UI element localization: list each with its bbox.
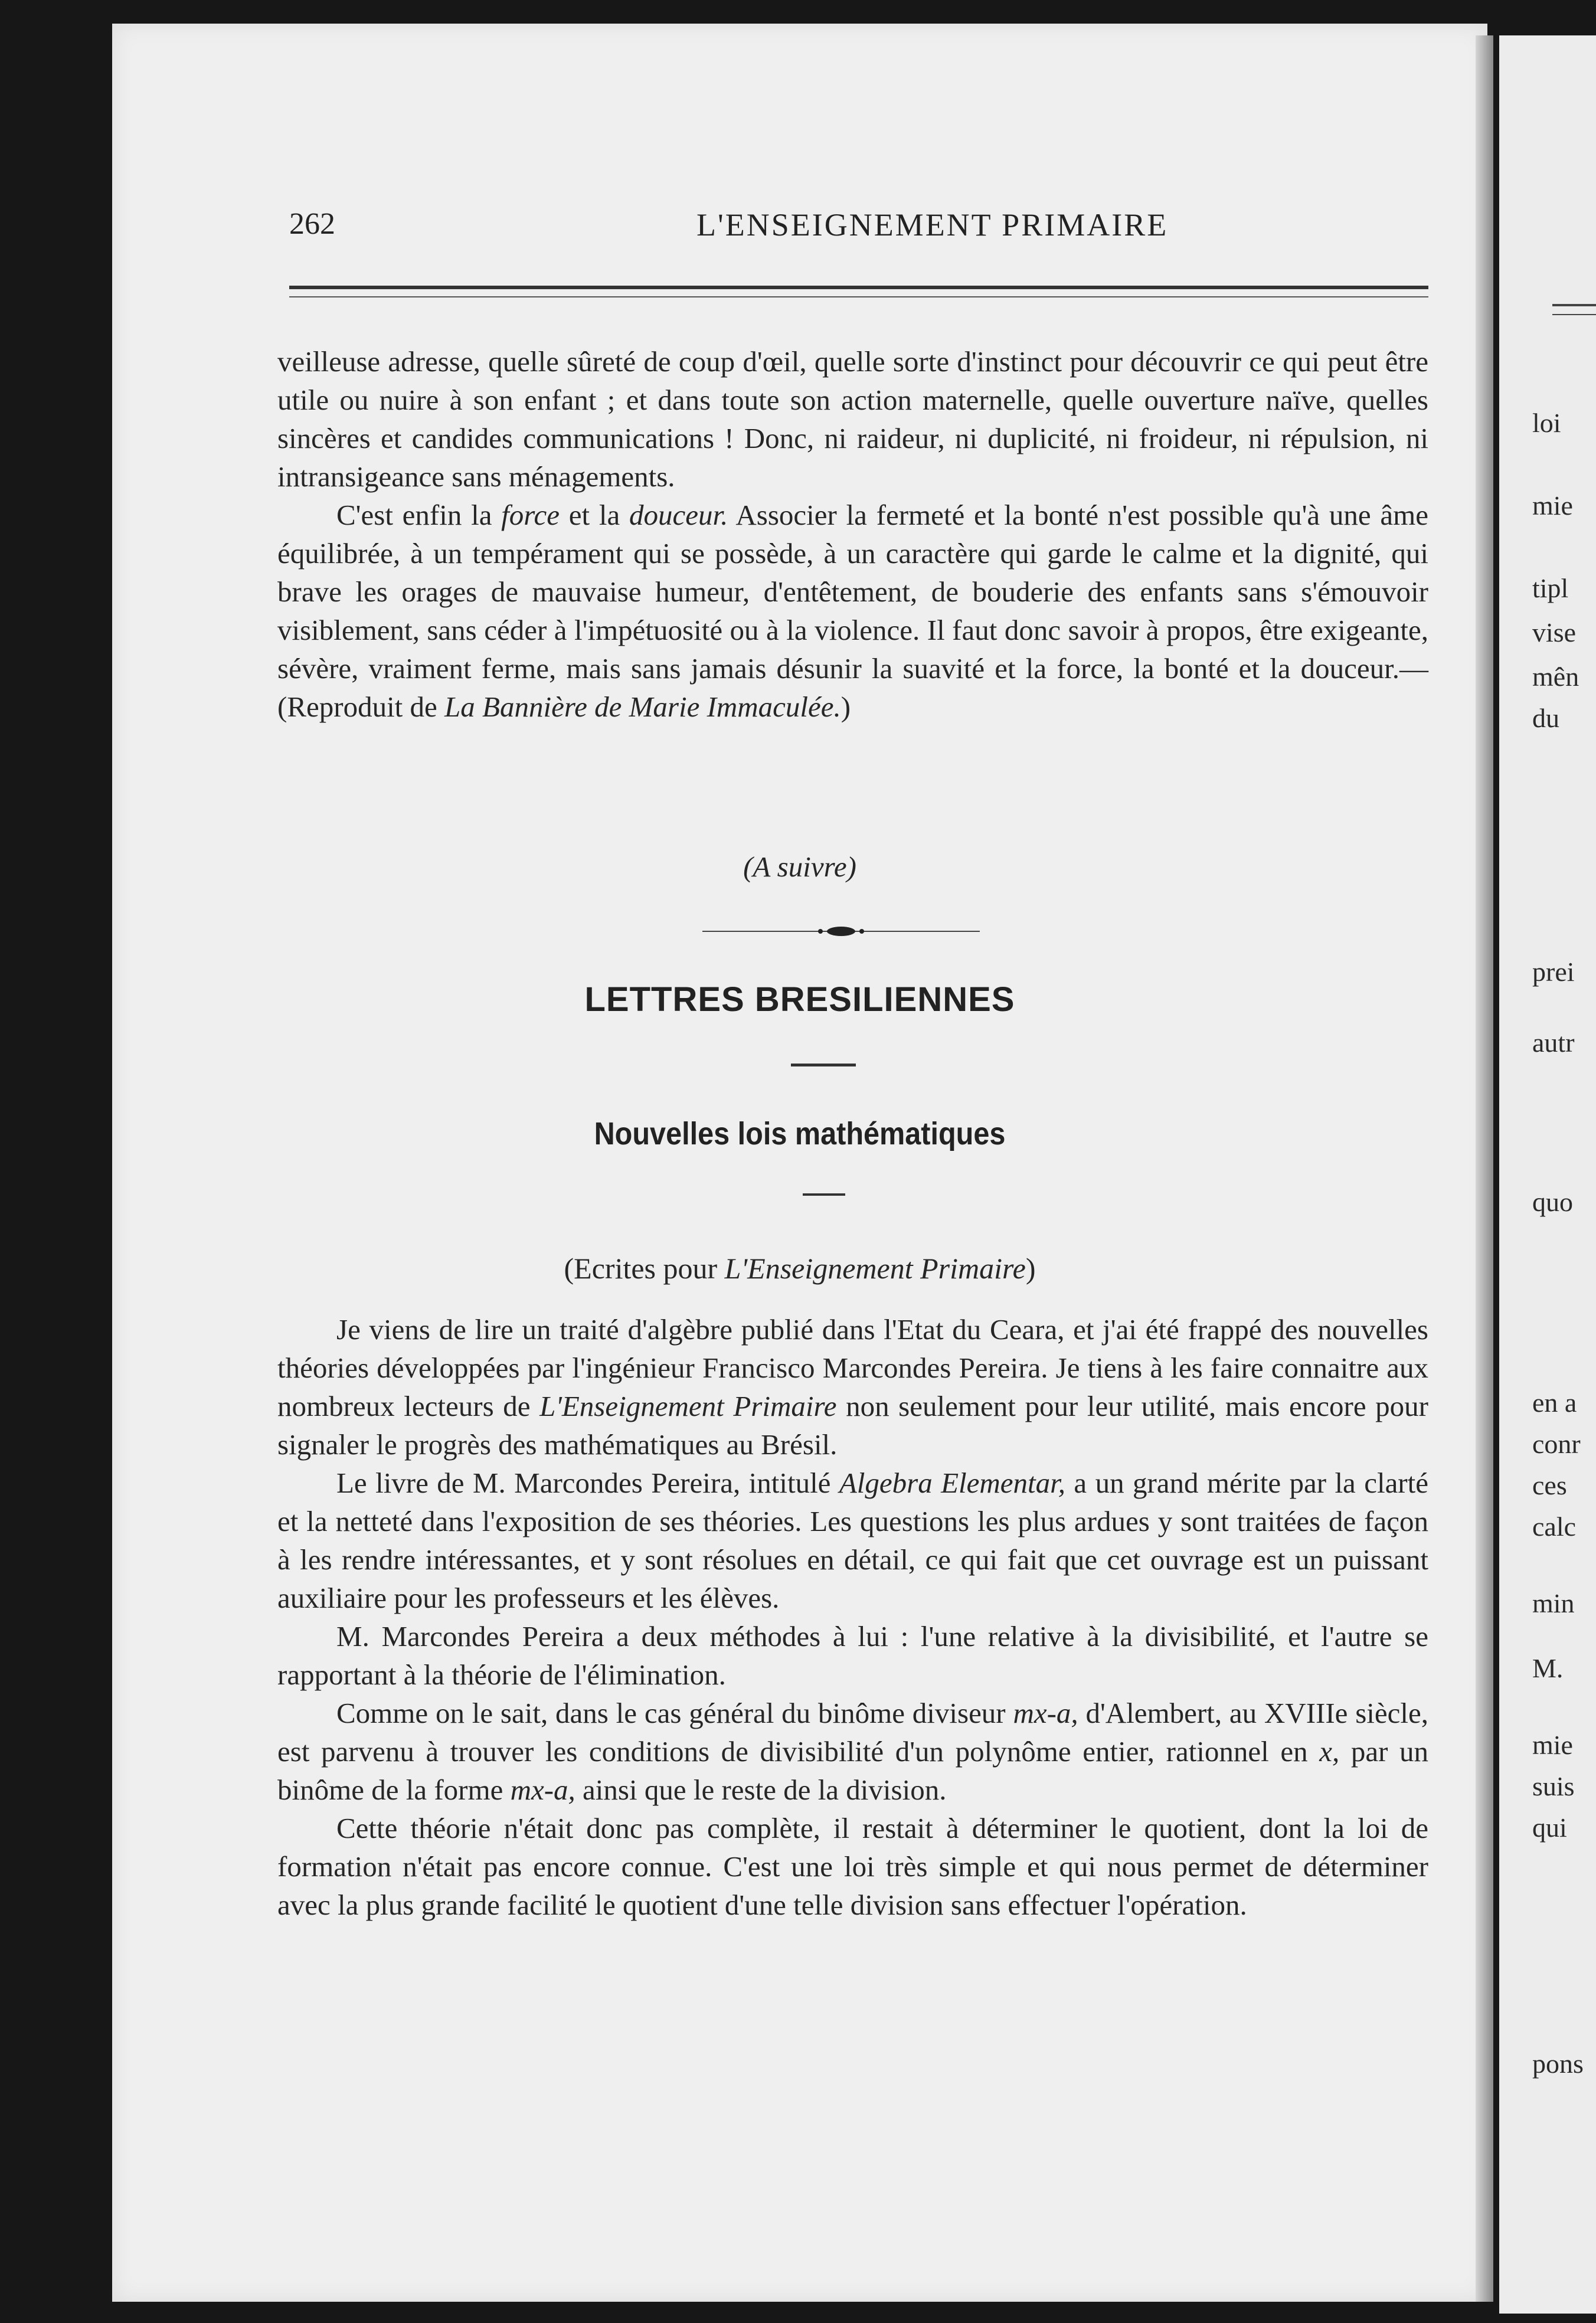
journal-title: L'ENSEIGNEMENT PRIMAIRE <box>696 207 1169 243</box>
text-run: Je viens de lire un traité d'algèbre publié dans l'Etat du Ceara, et j'ai été frappé des nouvelles théories développées par l'ingénieur Francisco Marcondes Pereira. Je tiens à les faire connaitre aux nombreux lecteurs de <box>277 1313 1428 1422</box>
math-expression: mx-a, <box>1013 1697 1078 1729</box>
adjacent-header-rule <box>1552 304 1596 306</box>
paragraph <box>277 496 1428 726</box>
adjacent-fragment: min <box>1532 1588 1575 1618</box>
article-subtitle: Nouvelles lois mathématiques <box>594 1116 1006 1151</box>
paragraph: veilleuse adresse, quelle sûreté de coup d'œil, quelle sorte d'instinct pour découvrir ce qui peut être utile ou nuire à son enfant ; et dans toute son action maternelle, quelle ouverture naïve, quelles sincères et candides communications ! Donc, ni raideur, ni duplicité, ni froideur, ni répulsion, ni intransigeance sans ménagements. <box>277 345 1428 493</box>
ornament-diamond <box>827 927 855 936</box>
ornament-dot <box>859 929 864 934</box>
header-rule-thin <box>289 296 1428 297</box>
text-run: non seulement pour leur utilité, mais encore pour signaler le progrès des mathématiques au Brésil. <box>277 1390 1428 1461</box>
title-rule <box>791 1064 856 1066</box>
adjacent-fragment: ces <box>1532 1470 1567 1500</box>
math-variable: x, <box>1319 1735 1340 1768</box>
ornament-divider <box>702 925 980 937</box>
text-run: Associer la fermeté et la bonté n'est possible qu'à une âme équilibrée, à un tempérament qui se possède, à un caractère qui garde le calme et la dignité, qui brave les orages de mauvaise humeur, d'entêtement, de bouderie des enfants sans s'émouvoir visiblement, sans céder à l'impétuosité ou à la violence. Il faut donc savoir à propos, être exigeante, sévère, vraiment ferme, mais sans jamais désunir la suavité et la force, la bonté et la douceur.—(Reproduit de <box>277 499 1428 723</box>
adjacent-fragment: loi <box>1532 408 1561 438</box>
text-run: ) <box>840 691 851 723</box>
paragraph: M. Marcondes Pereira a deux méthodes à lui : l'une relative à la divisibilité, et l'autre se rapportant à la théorie de l'élimination. <box>277 1620 1428 1691</box>
continued-article <box>277 342 1428 726</box>
adjacent-fragment: conr <box>1532 1429 1581 1459</box>
adjacent-fragment: suis <box>1532 1771 1575 1801</box>
text-run: d'Alembert, au XVIIIe siècle, est parvenu à trouver les conditions de divisibilité d'un polynôme entier, rationnel en <box>277 1697 1428 1768</box>
header-rule <box>289 286 1428 289</box>
emphasis-douceur: douceur. <box>629 499 728 531</box>
book-page <box>112 24 1487 2302</box>
adjacent-fragment: calc <box>1532 1511 1577 1542</box>
adjacent-fragment: tipl <box>1532 573 1569 603</box>
page-number: 262 <box>289 207 335 241</box>
article-credit <box>112 1251 1487 1285</box>
source-title: La Bannière de Marie Immaculée. <box>444 691 841 723</box>
adjacent-fragment: mie <box>1532 1730 1573 1760</box>
adjacent-fragment: en a <box>1532 1388 1577 1418</box>
text-run: par un binôme de la forme <box>277 1735 1428 1806</box>
adjacent-fragment: mie <box>1532 490 1573 521</box>
subtitle-rule <box>803 1193 845 1196</box>
text-run: Comme on le sait, dans le cas général du binôme diviseur <box>336 1697 1013 1729</box>
emphasis-force: force <box>501 499 560 531</box>
adjacent-fragment: autr <box>1532 1028 1575 1058</box>
text-run: ainsi que le reste de la division. <box>575 1774 947 1806</box>
adjacent-header-rule-thin <box>1552 314 1596 315</box>
text-run: Le livre de M. Marcondes Pereira, intitulé <box>336 1467 839 1499</box>
article-body <box>277 1310 1428 1924</box>
adjacent-fragment: pons <box>1532 2049 1584 2079</box>
paragraph <box>277 1464 1428 1617</box>
paragraph <box>277 1310 1428 1464</box>
adjacent-fragment: prei <box>1532 957 1575 987</box>
adjacent-fragment: quo <box>1532 1187 1573 1217</box>
paragraph <box>277 1694 1428 1809</box>
text-run: C'est enfin la <box>336 499 502 531</box>
text-run: a un grand mérite par la clarté et la netteté dans l'exposition de ses théories. Les questions les plus ardues y sont traitées de façon à les rendre intéressantes, et y sont résolues en détail, ce qui fait que cet ouvrage est un puissant auxiliaire pour les professeurs et les élèves. <box>277 1467 1428 1614</box>
text-run: ) <box>1025 1252 1036 1285</box>
text-run: et la <box>560 499 629 531</box>
adjacent-fragment: M. <box>1532 1653 1564 1683</box>
page-edge-shadow <box>1476 35 1493 2302</box>
journal-reference: L'Enseignement Primaire <box>539 1390 837 1422</box>
math-expression: mx-a, <box>510 1774 575 1806</box>
section-title: LETTRES BRESILIENNES <box>584 980 1015 1019</box>
adjacent-page <box>1499 35 1596 2314</box>
ornament-dot <box>818 929 823 934</box>
paragraph: Cette théorie n'était donc pas complète, il restait à déterminer le quotient, dont la loi de formation n'était pas encore connue. C'est une loi très simple et qui nous permet de déterminer avec la plus grande facilité le quotient d'une telle division sans effectuer l'opération. <box>277 1812 1428 1921</box>
adjacent-fragment: vise <box>1532 617 1577 647</box>
credit-journal: L'Enseignement Primaire <box>724 1252 1026 1285</box>
to-be-continued: (A suivre) <box>743 850 856 883</box>
adjacent-fragment: du <box>1532 703 1559 733</box>
adjacent-fragment: mên <box>1532 662 1579 692</box>
book-title: Algebra Elementar, <box>839 1467 1066 1499</box>
text-run: (Ecrites pour <box>564 1252 725 1285</box>
adjacent-fragment: qui <box>1532 1812 1567 1843</box>
